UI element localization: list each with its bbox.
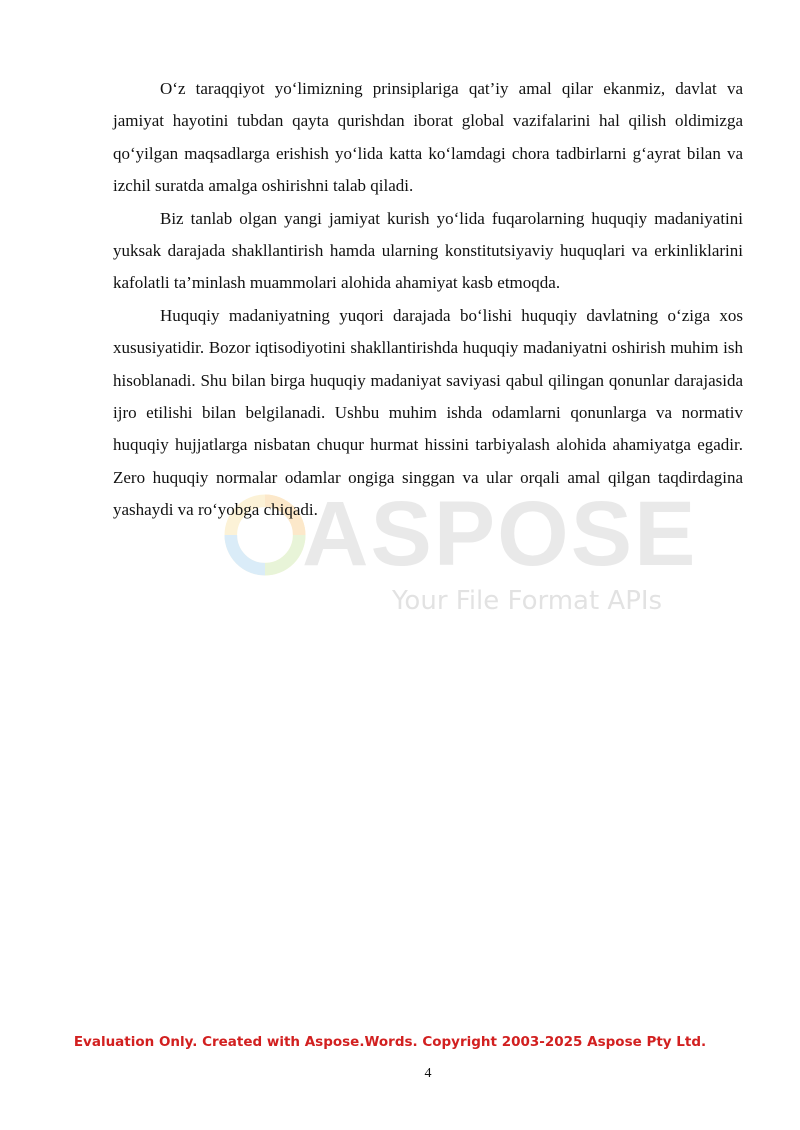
- body-text: [113, 73, 743, 527]
- evaluation-notice: Evaluation Only. Created with Aspose.Words. Copyright 2003-2025 Aspose Pty Ltd.: [73, 1034, 707, 1050]
- page-number: 4: [424, 1066, 432, 1081]
- paragraph: O‘z taraqqiyot yo‘limizning prinsiplariga qat’iy amal qilar ekanmiz, davlat va jamiyat hayotini tubdan qayta qurishdan iborat global vazifalarini hal qilish oldimizga qo‘yilgan maqsadlarga erishish yo‘lida katta ko‘lamdagi chora tadbirlarni g‘ayrat bilan va izchil suratda amalga oshirishni talab qiladi.: [113, 79, 743, 196]
- watermark-tagline: Your File Format APIs: [392, 586, 663, 616]
- paragraph: Huquqiy madaniyatning yuqori darajada bo‘lishi huquqiy davlatning o‘ziga xos xususiyatidir. Bozor iqtisodiyotini shakllantirishda huquqiy madaniyatni oshirish muhim ish hisoblanadi. Shu bilan birga huquqiy madaniyat saviyasi qabul qilingan qonunlar darajasida ijro etilishi bilan belgilanadi. Ushbu muhim ishda odamlarni qonunlarga va normativ huquqiy hujjatlarga nisbatan chuqur hurmat hissini tarbiyalash alohida ahamiyatga egadir. Zero huquqiy normalar odamlar ongiga singgan va ular orqali amal qilgan taqdirdagina yashaydi va ro‘yobga chiqadi.: [113, 305, 743, 520]
- watermark-brand: ASPOSE: [302, 483, 698, 585]
- paragraph: Biz tanlab olgan yangi jamiyat kurish yo‘lida fuqarolarning huquqiy madaniyatini yuksak darajada shakllantirish hamda ularning konstitutsiyaviy huquqlari va erkinliklarini kafolatli ta’minlash muammolari alohida ahamiyat kasb etmoqda.: [113, 208, 743, 293]
